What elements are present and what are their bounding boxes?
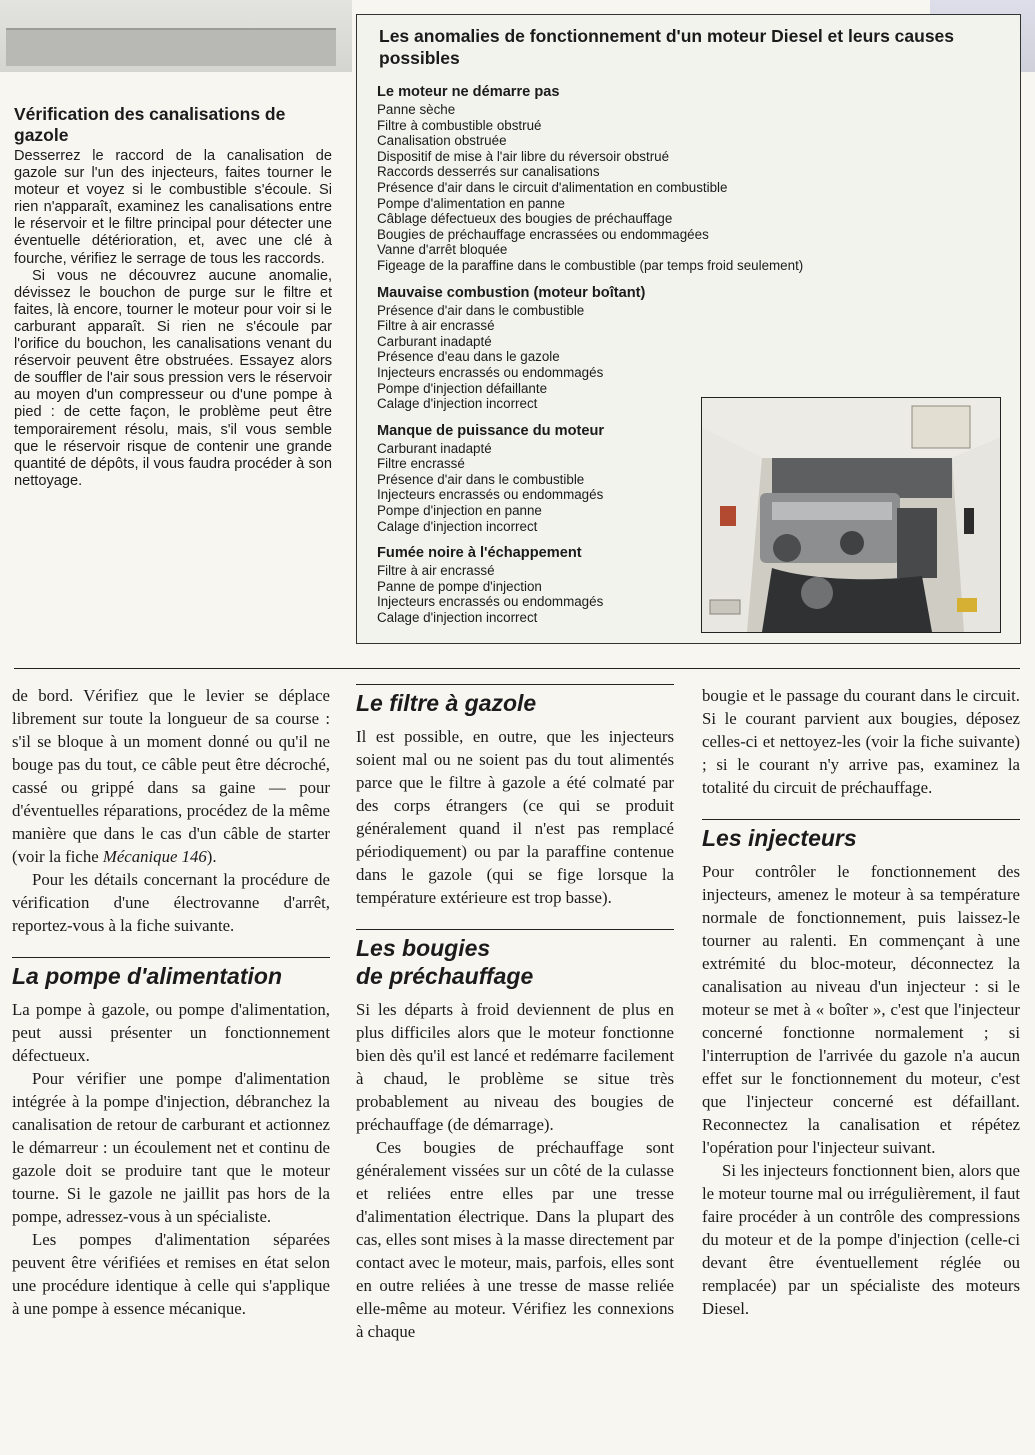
list-item: Présence d'air dans le combustible [377, 302, 585, 318]
list-item: Dispositif de mise à l'air libre du réversoir obstrué [377, 148, 670, 164]
category-bad-combustion [377, 284, 1017, 412]
list-item: Carburant inadapté [377, 440, 492, 456]
list-item: Figeage de la paraffine dans le combustible (par temps froid seulement) [377, 257, 804, 273]
column-3 [702, 684, 1020, 1320]
section-heading-glow-plugs [356, 929, 674, 990]
col1-paragraph-1 [12, 684, 330, 868]
list-item: Panne de pompe d'injection [377, 578, 542, 594]
list-item: Filtre à air encrassé [377, 318, 495, 334]
col1-paragraph-5: Les pompes d'alimentation séparées peuvent être vérifiées et remises en état selon une procédure identique à celle qui s'applique à une pompe à essence mécanique. [12, 1230, 330, 1318]
column-1 [12, 684, 330, 1320]
list-item: Présence d'air dans le circuit d'alimentation en combustible [377, 179, 728, 195]
category-heading: Fumée noire à l'échappement [377, 545, 582, 562]
col1-paragraph-4: Pour vérifier une pompe d'alimentation intégrée à la pompe d'injection, débranchez la canalisation de retour de carburant et actionnez le démarreur : un écoulement net et continu de gazole doit se produire tant que le moteur tourne. Si le gazole ne jaillit pas hors de la pompe, adressez-vous à un spécialiste. [12, 1069, 330, 1226]
list-item: Câblage défectueux des bougies de préchauffage [377, 211, 673, 227]
col3-paragraph-1: bougie et le passage du courant dans le circuit. Si le courant parvient aux bougies, déposez celles-ci et nettoyez-les (voir la fiche suivante) ; si le courant n'y arrive pas, examinez la totalité du circuit de préchauffage. [702, 686, 1020, 797]
category-no-start [377, 83, 1017, 274]
section-heading-filter: Le filtre à gazole [356, 684, 674, 717]
heading-line-1: Les bougies [356, 935, 491, 961]
engine-bay-photo [701, 397, 1001, 633]
section-heading-pump: La pompe d'alimentation [12, 957, 330, 990]
list-item: Bougies de préchauffage encrassées ou endommagées [377, 226, 709, 242]
list-item: Injecteurs encrassés ou endommagés [377, 594, 604, 610]
list-item: Pompe d'injection en panne [377, 503, 542, 519]
col2-paragraph-3: Ces bougies de préchauffage sont généralement vissées sur un côté de la culasse et reliées entre elles par une tresse d'alimentation électrique. Dans la plupart des cas, elles sont mises à la masse directement par contact avec le moteur, mais, parfois, elles sont en outre reliées à une tresse de masse reliée elle-même au moteur. Vérifiez les connexions à chaque [356, 1138, 674, 1341]
list-item: Calage d'injection incorrect [377, 518, 538, 534]
category-heading: Mauvaise combustion (moteur boîtant) [377, 284, 646, 301]
list-item: Filtre encrassé [377, 456, 465, 472]
category-heading: Manque de puissance du moteur [377, 422, 605, 439]
list-item: Pompe d'injection défaillante [377, 380, 548, 396]
col1-p1-text: de bord. Vérifiez que le levier se déplace librement sur toute la longueur de sa course : s'il se bloque à un moment donné ou qu'il ne bouge pas du tout, ce câble peut être décroché, cassé ou grippé dans sa gaine — pour d'éventuelles réparations, procédez de la même manière que dans le cas d'un câble de starter (voir la fiche [12, 686, 330, 866]
list-item: Filtre à air encrassé [377, 563, 495, 579]
col3-paragraph-3: Si les injecteurs fonctionnent bien, alors que le moteur tourne mal ou irrégulièrement, il faut faire procéder à un contrôle des compressions du moteur et de la pompe d'injection (celle-ci devant être éventuellement réglée ou remplacée) par un spécialiste des moteurs Diesel. [702, 1161, 1020, 1318]
col1-paragraph-2: Pour les détails concernant la procédure de vérification d'une électrovanne d'arrêt, reportez-vous à la fiche suivante. [12, 870, 330, 935]
category-heading: Le moteur ne démarre pas [377, 84, 560, 100]
box-title: Les anomalies de fonctionnement d'un moteur Diesel et leurs causes possibles [379, 26, 955, 68]
list-item: Vanne d'arrêt bloquée [377, 242, 508, 258]
header-bar [6, 28, 336, 66]
col1-p1-end: ). [206, 847, 217, 866]
column-2 [356, 684, 674, 1343]
list-item: Carburant inadapté [377, 333, 492, 349]
col1-p1-reference: Mécanique 146 [102, 847, 207, 866]
list-item: Canalisation obstruée [377, 133, 507, 149]
list-item: Panne sèche [377, 102, 456, 117]
list-item: Pompe d'alimentation en panne [377, 195, 565, 211]
col2-paragraph-2: Si les départs à froid deviennent de plus en plus difficiles alors que le moteur fonctionne bien dès qu'il est lancé et redémarre facilement à chaud, le problème se situe très probablement au niveau des bougies de préchauffage (de démarrage). [356, 1000, 674, 1134]
left-paragraph-2: Si vous ne découvrez aucune anomalie, dévissez le bouchon de purge sur le filtre et faites, là encore, tourner le moteur pour voir si le carburant apparaît. Si rien ne s'écoule par l'orifice du bouchon, les canalisations venant du réservoir peuvent être obstruées. Essayez alors de souffler de l'air sous pression vers le réservoir au moyen d'un compresseur ou d'une pompe à pied : de cette façon, le problème peut être temporairement résolu, mais, s'il vous semble que le réservoir risque de contenir une grande quantité de dépôts, il vous faudra procéder à son nettoyage. [14, 267, 332, 489]
left-paragraph-1: Desserrez le raccord de la canalisation de gazole sur l'un des injecteurs, faites tourner le moteur et voyez si le combustible s'écoule. Si rien n'apparaît, examinez les canalisations entre le réservoir et le filtre principal pour détecter une éventuelle détérioration, et, avec une clé à fourche, vérifiez le serrage de tous les raccords. [14, 148, 332, 267]
list-item: Présence d'eau dans le gazole [377, 349, 560, 365]
heading-line-2: de préchauffage [356, 963, 534, 989]
list-item: Filtre à combustible obstrué [377, 117, 542, 133]
anomalies-box [356, 14, 1021, 644]
col2-paragraph-1: Il est possible, en outre, que les injecteurs soient mal ou ne soient pas du tout alimentés parce que le filtre à gazole a été colmaté par des corps étrangers (ce qui se produit généralement quand il n'est pas remplacé périodiquement) ou par la paraffine contenue dans le gazole (qui se fige lorsque la température extérieure est trop basse). [356, 727, 674, 907]
section-heading-injectors: Les injecteurs [702, 819, 1020, 852]
list-item: Injecteurs encrassés ou endommagés [377, 487, 604, 503]
col1-paragraph-3: La pompe à gazole, ou pompe d'alimentation, peut aussi présenter un fonctionnement défectueux. [12, 1000, 330, 1065]
list-item: Calage d'injection incorrect [377, 396, 538, 412]
col3-paragraph-2: Pour contrôler le fonctionnement des injecteurs, amenez le moteur à sa température normale de fonctionnement, puis laissez-le tourner au ralenti. En commençant à une extrémité du bloc-moteur, déconnectez la canalisation au niveau d'un injecteur : si le moteur se met à « boîter », c'est que l'injecteur concerné fonctionne normalement ; si l'interruption de l'arrivée du gazole n'a aucun effet sur le fonctionnement du moteur, c'est que l'injecteur concerné est défaillant. Reconnectez la canalisation et répétez l'opération pour l'injecteur suivant. [702, 862, 1020, 1157]
left-section [14, 104, 332, 490]
list-item: Calage d'injection incorrect [377, 610, 538, 626]
list-item: Injecteurs encrassés ou endommagés [377, 364, 604, 380]
left-section-title: Vérification des canalisations de gazole [14, 104, 286, 145]
section-divider [14, 668, 1020, 669]
list-item: Présence d'air dans le combustible [377, 471, 585, 487]
list-item: Raccords desserrés sur canalisations [377, 164, 600, 180]
